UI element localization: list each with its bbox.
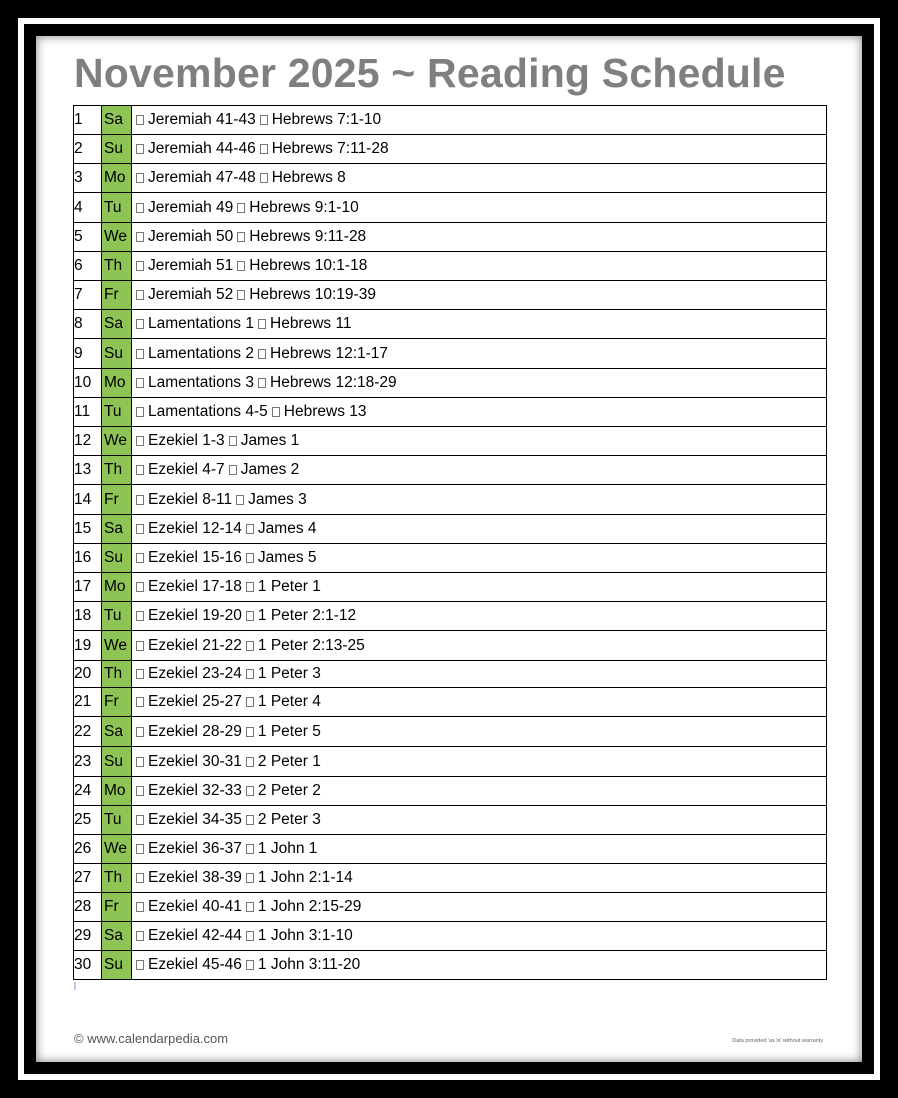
day-of-week: Th xyxy=(102,456,132,485)
reading-schedule-table xyxy=(73,105,827,980)
checkbox-icon[interactable] xyxy=(272,407,280,417)
nt-reading: James 5 xyxy=(257,549,317,566)
nt-reading: Hebrews 12:1-17 xyxy=(270,344,389,362)
reading-cell xyxy=(132,398,827,427)
day-number: 3 xyxy=(74,164,102,193)
checkbox-icon[interactable] xyxy=(136,611,144,621)
checkbox-icon[interactable] xyxy=(229,465,237,475)
day-of-week: Sa xyxy=(102,310,132,339)
reading-cell xyxy=(132,427,827,456)
day-number: 28 xyxy=(74,893,102,922)
checkbox-icon[interactable] xyxy=(246,727,254,737)
table-row xyxy=(74,806,827,835)
checkbox-icon[interactable] xyxy=(136,319,144,329)
day-number: 2 xyxy=(74,135,102,164)
table-row xyxy=(74,485,827,515)
ot-reading: Jeremiah 47-48 xyxy=(148,169,256,186)
reading-cell xyxy=(132,893,827,922)
ot-reading: Ezekiel 17-18 xyxy=(148,578,242,595)
day-of-week: Tu xyxy=(102,193,132,223)
reading-cell xyxy=(132,602,827,631)
nt-reading: 1 John 3:11-20 xyxy=(257,956,361,973)
day-number: 6 xyxy=(74,252,102,281)
day-number: 11 xyxy=(74,398,102,427)
nt-reading: James 2 xyxy=(240,461,300,478)
checkbox-icon[interactable] xyxy=(136,960,144,970)
day-of-week: Fr xyxy=(102,893,132,922)
checkbox-icon[interactable] xyxy=(136,495,144,505)
table-row xyxy=(74,893,827,922)
checkbox-icon[interactable] xyxy=(136,465,144,475)
day-of-week: Sa xyxy=(102,922,132,951)
checkbox-icon[interactable] xyxy=(136,844,144,854)
day-number: 23 xyxy=(74,747,102,777)
day-number: 27 xyxy=(74,864,102,893)
reading-cell xyxy=(132,164,827,193)
ot-reading: Lamentations 3 xyxy=(148,374,254,391)
nt-reading: Hebrews 8 xyxy=(271,169,346,186)
day-number: 13 xyxy=(74,456,102,485)
checkbox-icon[interactable] xyxy=(246,902,254,912)
reading-cell xyxy=(132,369,827,398)
checkbox-icon[interactable] xyxy=(136,786,144,796)
day-of-week: Fr xyxy=(102,281,132,310)
checkbox-icon[interactable] xyxy=(237,232,245,242)
nt-reading: 1 John 2:1-14 xyxy=(257,869,353,886)
reading-cell xyxy=(132,922,827,951)
nt-reading: 2 Peter 1 xyxy=(257,752,321,770)
day-of-week: Sa xyxy=(102,106,132,135)
document-page xyxy=(36,36,862,1062)
reading-cell xyxy=(132,864,827,893)
table-row xyxy=(74,835,827,864)
checkbox-icon[interactable] xyxy=(237,203,245,213)
nt-reading: Hebrews 11 xyxy=(270,315,352,332)
table-row xyxy=(74,688,827,717)
table-row xyxy=(74,310,827,339)
nt-reading: 1 Peter 4 xyxy=(257,693,321,710)
day-number: 1 xyxy=(74,106,102,135)
day-number: 20 xyxy=(74,661,102,688)
ot-reading: Jeremiah 44-46 xyxy=(148,140,256,157)
checkbox-icon[interactable] xyxy=(136,669,144,679)
reading-cell xyxy=(132,544,827,573)
checkbox-icon[interactable] xyxy=(136,727,144,737)
table-row xyxy=(74,398,827,427)
nt-reading: Hebrews 7:1-10 xyxy=(271,111,382,128)
ot-reading: Ezekiel 28-29 xyxy=(148,722,242,740)
day-number: 4 xyxy=(74,193,102,223)
day-of-week: Mo xyxy=(102,777,132,806)
day-of-week: Mo xyxy=(102,369,132,398)
table-row xyxy=(74,631,827,661)
day-of-week: Tu xyxy=(102,602,132,631)
day-number: 29 xyxy=(74,922,102,951)
checkbox-icon[interactable] xyxy=(136,115,144,125)
nt-reading: Hebrews 9:11-28 xyxy=(249,228,367,245)
checkbox-icon[interactable] xyxy=(229,436,237,446)
ot-reading: Jeremiah 41-43 xyxy=(148,111,256,128)
checkbox-icon[interactable] xyxy=(136,815,144,825)
footer-website: © www.calendarpedia.com xyxy=(74,1031,229,1046)
nt-reading: 1 John 1 xyxy=(257,840,318,857)
ot-reading: Ezekiel 36-37 xyxy=(148,840,242,857)
ot-reading: Ezekiel 32-33 xyxy=(148,782,242,799)
day-number: 19 xyxy=(74,631,102,661)
nt-reading: 1 John 3:1-10 xyxy=(257,927,353,944)
reading-cell xyxy=(132,223,827,252)
reading-cell xyxy=(132,515,827,544)
checkbox-icon[interactable] xyxy=(136,582,144,592)
table-row xyxy=(74,106,827,135)
checkbox-icon[interactable] xyxy=(136,407,144,417)
checkbox-icon[interactable] xyxy=(136,261,144,271)
day-number: 14 xyxy=(74,485,102,515)
reading-cell xyxy=(132,631,827,661)
nt-reading: 1 Peter 1 xyxy=(257,578,321,595)
checkbox-icon[interactable] xyxy=(246,669,254,679)
day-of-week: Mo xyxy=(102,164,132,193)
nt-reading: 2 Peter 3 xyxy=(257,811,321,828)
day-number: 9 xyxy=(74,339,102,369)
nt-reading: Hebrews 13 xyxy=(283,403,367,420)
day-of-week: Fr xyxy=(102,485,132,515)
day-number: 18 xyxy=(74,602,102,631)
table-row xyxy=(74,456,827,485)
checkbox-icon[interactable] xyxy=(246,786,254,796)
day-of-week: We xyxy=(102,835,132,864)
checkbox-icon[interactable] xyxy=(136,641,144,651)
reading-cell xyxy=(132,456,827,485)
table-row xyxy=(74,777,827,806)
table-row xyxy=(74,951,827,980)
reading-cell xyxy=(132,747,827,777)
reading-cell xyxy=(132,661,827,688)
day-number: 15 xyxy=(74,515,102,544)
day-number: 7 xyxy=(74,281,102,310)
checkbox-icon[interactable] xyxy=(246,815,254,825)
checkbox-icon[interactable] xyxy=(246,960,254,970)
checkbox-icon[interactable] xyxy=(236,495,244,505)
day-of-week: Th xyxy=(102,864,132,893)
ot-reading: Ezekiel 4-7 xyxy=(148,461,225,478)
nt-reading: 1 Peter 3 xyxy=(257,665,321,682)
reading-cell xyxy=(132,281,827,310)
table-row xyxy=(74,747,827,777)
day-number: 26 xyxy=(74,835,102,864)
day-number: 5 xyxy=(74,223,102,252)
reading-cell xyxy=(132,485,827,515)
nt-reading: Hebrews 7:11-28 xyxy=(271,140,389,157)
reading-cell xyxy=(132,135,827,164)
checkbox-icon[interactable] xyxy=(246,553,254,563)
checkbox-icon[interactable] xyxy=(246,611,254,621)
table-row xyxy=(74,252,827,281)
day-of-week: Sa xyxy=(102,515,132,544)
nt-reading: Hebrews 9:1-10 xyxy=(249,198,359,216)
checkbox-icon[interactable] xyxy=(246,844,254,854)
day-of-week: We xyxy=(102,427,132,456)
text-cursor-marker xyxy=(74,982,76,990)
day-of-week: Su xyxy=(102,544,132,573)
ot-reading: Ezekiel 1-3 xyxy=(148,432,225,449)
ot-reading: Lamentations 1 xyxy=(148,315,254,332)
table-row xyxy=(74,864,827,893)
checkbox-icon[interactable] xyxy=(136,553,144,563)
table-row xyxy=(74,281,827,310)
day-of-week: Th xyxy=(102,661,132,688)
table-row xyxy=(74,573,827,602)
reading-cell xyxy=(132,106,827,135)
checkbox-icon[interactable] xyxy=(136,931,144,941)
checkbox-icon[interactable] xyxy=(136,757,144,767)
ot-reading: Ezekiel 34-35 xyxy=(148,811,242,828)
day-number: 12 xyxy=(74,427,102,456)
checkbox-icon[interactable] xyxy=(260,144,268,154)
day-of-week: Su xyxy=(102,339,132,369)
checkbox-icon[interactable] xyxy=(136,524,144,534)
checkbox-icon[interactable] xyxy=(136,173,144,183)
checkbox-icon[interactable] xyxy=(246,931,254,941)
nt-reading: Hebrews 10:1-18 xyxy=(249,257,368,274)
nt-reading: James 4 xyxy=(257,520,317,537)
checkbox-icon[interactable] xyxy=(258,349,266,359)
nt-reading: 1 Peter 5 xyxy=(257,722,321,740)
checkbox-icon[interactable] xyxy=(136,290,144,300)
day-number: 8 xyxy=(74,310,102,339)
nt-reading: James 1 xyxy=(240,432,300,449)
table-row xyxy=(74,544,827,573)
day-number: 24 xyxy=(74,777,102,806)
table-row xyxy=(74,193,827,223)
nt-reading: James 3 xyxy=(248,490,307,508)
ot-reading: Lamentations 4-5 xyxy=(148,403,268,420)
day-number: 30 xyxy=(74,951,102,980)
ot-reading: Ezekiel 23-24 xyxy=(148,665,242,682)
day-number: 16 xyxy=(74,544,102,573)
ot-reading: Ezekiel 42-44 xyxy=(148,927,242,944)
reading-cell xyxy=(132,339,827,369)
schedule-body xyxy=(74,106,827,980)
day-of-week: Su xyxy=(102,951,132,980)
reading-cell xyxy=(132,951,827,980)
nt-reading: Hebrews 12:18-29 xyxy=(270,374,397,391)
ot-reading: Ezekiel 38-39 xyxy=(148,869,242,886)
checkbox-icon[interactable] xyxy=(258,319,266,329)
day-of-week: Tu xyxy=(102,806,132,835)
day-number: 22 xyxy=(74,717,102,747)
ot-reading: Jeremiah 49 xyxy=(148,198,234,216)
ot-reading: Ezekiel 21-22 xyxy=(148,636,242,654)
table-row xyxy=(74,661,827,688)
nt-reading: 1 Peter 2:1-12 xyxy=(257,607,357,624)
ot-reading: Ezekiel 15-16 xyxy=(148,549,242,566)
page-title: November 2025 ~ Reading Schedule xyxy=(74,50,786,96)
reading-cell xyxy=(132,193,827,223)
checkbox-icon[interactable] xyxy=(136,697,144,707)
nt-reading: 1 John 2:15-29 xyxy=(257,898,362,915)
checkbox-icon[interactable] xyxy=(246,873,254,883)
day-of-week: Su xyxy=(102,747,132,777)
reading-cell xyxy=(132,777,827,806)
checkbox-icon[interactable] xyxy=(136,902,144,912)
checkbox-icon[interactable] xyxy=(136,203,144,213)
ot-reading: Ezekiel 40-41 xyxy=(148,898,242,915)
checkbox-icon[interactable] xyxy=(258,378,266,388)
reading-cell xyxy=(132,252,827,281)
checkbox-icon[interactable] xyxy=(246,697,254,707)
table-row xyxy=(74,135,827,164)
checkbox-icon[interactable] xyxy=(237,261,245,271)
table-row xyxy=(74,369,827,398)
day-of-week: Sa xyxy=(102,717,132,747)
day-of-week: We xyxy=(102,631,132,661)
checkbox-icon[interactable] xyxy=(136,873,144,883)
checkbox-icon[interactable] xyxy=(136,349,144,359)
ot-reading: Ezekiel 45-46 xyxy=(148,956,242,973)
reading-cell xyxy=(132,717,827,747)
ot-reading: Jeremiah 51 xyxy=(148,257,234,274)
table-row xyxy=(74,223,827,252)
table-row xyxy=(74,427,827,456)
table-row xyxy=(74,515,827,544)
checkbox-icon[interactable] xyxy=(246,524,254,534)
ot-reading: Lamentations 2 xyxy=(148,344,254,362)
reading-cell xyxy=(132,835,827,864)
day-of-week: Th xyxy=(102,252,132,281)
nt-reading: 1 Peter 2:13-25 xyxy=(257,636,365,654)
ot-reading: Ezekiel 12-14 xyxy=(148,520,242,537)
checkbox-icon[interactable] xyxy=(237,290,245,300)
reading-cell xyxy=(132,688,827,717)
day-of-week: Mo xyxy=(102,573,132,602)
checkbox-icon[interactable] xyxy=(136,378,144,388)
reading-cell xyxy=(132,573,827,602)
checkbox-icon[interactable] xyxy=(260,173,268,183)
ot-reading: Ezekiel 30-31 xyxy=(148,752,242,770)
nt-reading: Hebrews 10:19-39 xyxy=(249,286,376,303)
reading-cell xyxy=(132,806,827,835)
day-of-week: Su xyxy=(102,135,132,164)
checkbox-icon[interactable] xyxy=(246,641,254,651)
day-of-week: We xyxy=(102,223,132,252)
table-row xyxy=(74,717,827,747)
day-number: 25 xyxy=(74,806,102,835)
ot-reading: Jeremiah 50 xyxy=(148,228,234,245)
ot-reading: Ezekiel 8-11 xyxy=(148,490,233,508)
checkbox-icon[interactable] xyxy=(136,232,144,242)
table-row xyxy=(74,602,827,631)
day-of-week: Fr xyxy=(102,688,132,717)
ot-reading: Jeremiah 52 xyxy=(148,286,234,303)
footer-disclaimer: Data provided 'as is' without warranty xyxy=(732,1038,823,1044)
table-row xyxy=(74,922,827,951)
checkbox-icon[interactable] xyxy=(136,144,144,154)
table-row xyxy=(74,164,827,193)
checkbox-icon[interactable] xyxy=(246,582,254,592)
day-number: 10 xyxy=(74,369,102,398)
table-row xyxy=(74,339,827,369)
reading-cell xyxy=(132,310,827,339)
checkbox-icon[interactable] xyxy=(246,757,254,767)
ot-reading: Ezekiel 19-20 xyxy=(148,607,242,624)
checkbox-icon[interactable] xyxy=(260,115,268,125)
day-number: 21 xyxy=(74,688,102,717)
ot-reading: Ezekiel 25-27 xyxy=(148,693,242,710)
day-of-week: Tu xyxy=(102,398,132,427)
nt-reading: 2 Peter 2 xyxy=(257,782,321,799)
checkbox-icon[interactable] xyxy=(136,436,144,446)
day-number: 17 xyxy=(74,573,102,602)
